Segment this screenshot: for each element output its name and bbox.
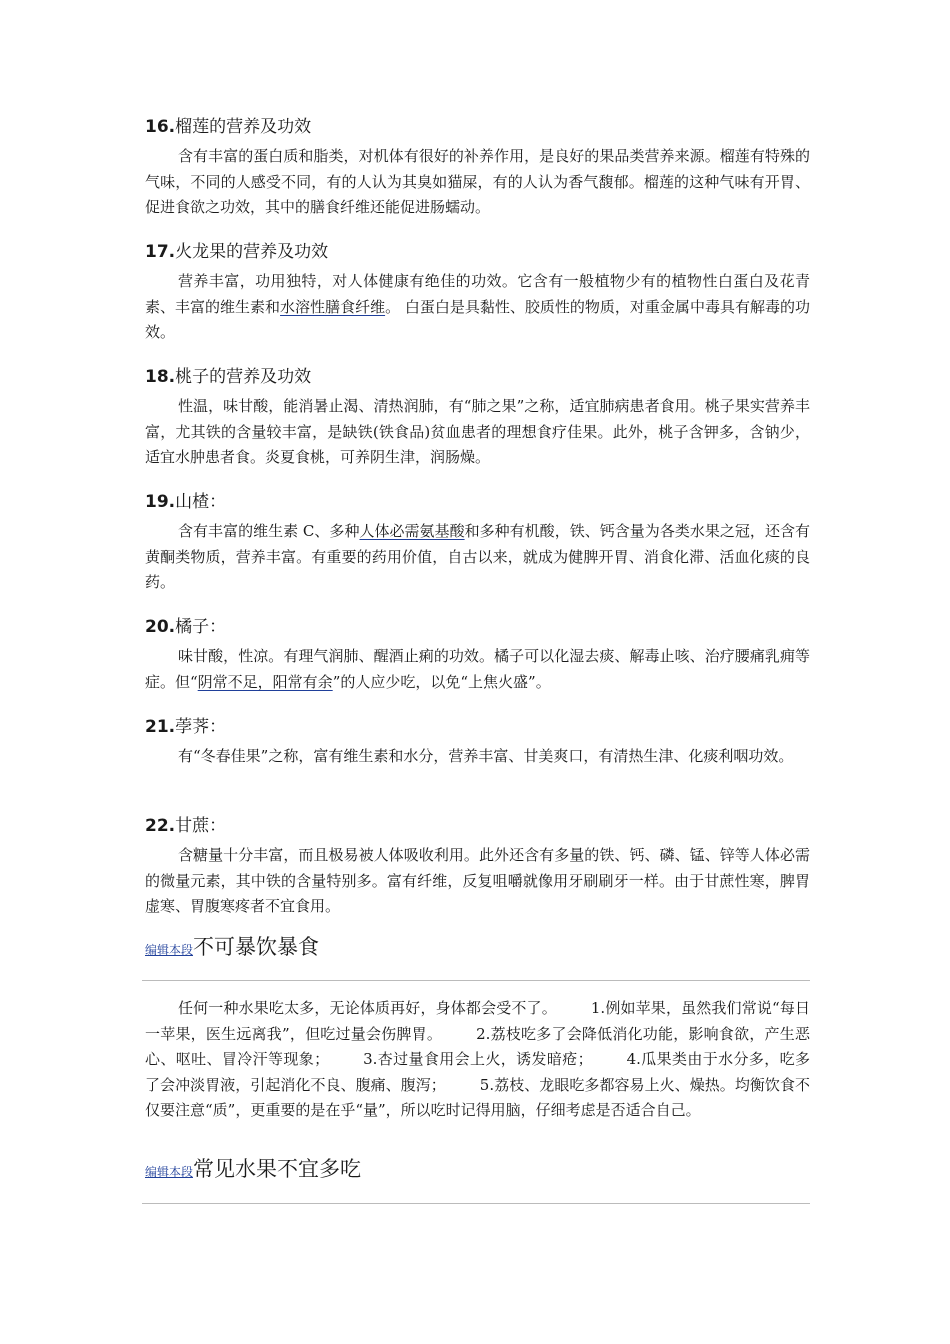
overeat-item: 4.瓜果类由于水分多，吃多了会冲淡胃液，引起消化不良、腹痛、腹泻； <box>145 1050 810 1094</box>
overeat-title: 不可暴饮暴食 <box>193 935 320 959</box>
paragraph-text: 和多种有机酸，铁、钙含量为各类水果之冠，还含有黄酮类物质，营养丰富。有重要的药用价值，自古以来，就成为健脾开胃、消食化滞、活血化痰的良药。 <box>145 522 810 591</box>
section-paragraph <box>145 269 810 346</box>
paragraph-text: 味甘酸，性凉。有理气润肺、醒酒止痢的功效。橘子可以化湿去痰、解毒止咳、治疗腰痛乳痈等症。但“ <box>145 647 810 691</box>
section-durian <box>145 116 810 221</box>
section-paragraph: 含糖量十分丰富，而且极易被人体吸收利用。此外还含有多量的铁、钙、磷、锰、锌等人体必需的微量元素，其中铁的含量特别多。富有纤维，反复咀嚼就像用牙刷刷牙一样。由于甘蔗性寒，脾胃虚寒、胃腹寒疼者不宜食用。 <box>145 846 810 915</box>
section-title: 榴莲的营养及功效 <box>175 117 312 137</box>
section-number: 22. <box>145 816 176 836</box>
overeat-item: 2.荔枝吃多了会降低消化功能，影响食欲，产生恶心、呕吐、冒冷汗等现象； <box>145 1024 810 1068</box>
section-hawthorn <box>145 491 810 596</box>
section-heading <box>145 815 810 837</box>
overeat-item: 3.杏过量食用会上火，诱发暗疮； <box>363 1050 593 1068</box>
section-heading <box>145 616 810 638</box>
section-number: 18. <box>145 367 176 387</box>
section-number: 16. <box>145 117 176 137</box>
paragraph-text: 。 白蛋白是具黏性、胶质性的物质，对重金属中毒具有解毒的功效。 <box>145 297 810 341</box>
section-heading <box>145 241 810 263</box>
section-heading <box>145 491 810 513</box>
section-title: 桃子的营养及功效 <box>175 367 312 387</box>
section-title: 甘蔗： <box>175 816 227 836</box>
section-paragraph <box>145 519 810 596</box>
overeat-item: 1.例如苹果，虽然我们常说“每日一苹果，医生远离我”，但吃过量会伤脾胃。 <box>145 999 810 1043</box>
section-number: 19. <box>145 492 176 512</box>
section-paragraph: 性温，味甘酸，能消暑止渴、清热润肺，有“肺之果”之称，适宜肺病患者食用。桃子果实营养丰富，尤其铁的含量较丰富，是缺铁(铁食品)贫血患者的理想食疗佳果。此外，桃子含钾多，含钠少，适宜水肿患者食。炎夏食桃，可养阴生津，润肠燥。 <box>145 397 810 466</box>
overeat-paragraph <box>145 996 810 1124</box>
paragraph-text: 含有丰富的维生素 C、多种 <box>178 522 360 540</box>
section-heading <box>145 366 810 388</box>
section-sugarcane <box>145 815 810 920</box>
section-heading <box>145 116 810 138</box>
common-fruits-title: 常见水果不宜多吃 <box>193 1157 362 1181</box>
section-title: 橘子： <box>175 617 227 637</box>
paragraph-text: 营养丰富，功用独特，对人体健康有绝佳的功效。它含有一般植物少有的植物性白蛋白及花青素、丰富的维生素和 <box>145 272 810 316</box>
section-divider <box>142 980 810 981</box>
overeat-body <box>145 990 810 1124</box>
paragraph-text: ”的人应少吃，以免“上焦火盛”。 <box>332 672 551 691</box>
section-number: 21. <box>145 717 176 737</box>
essential-amino-acids-link[interactable]: 人体必需氨基酸 <box>359 522 465 540</box>
section-title: 荸荠： <box>175 717 227 737</box>
overeat-heading <box>145 931 810 961</box>
section-divider <box>142 1203 810 1204</box>
section-number: 20. <box>145 617 176 637</box>
yin-yang-link[interactable]: 阴常不足，阳常有余 <box>197 672 333 691</box>
section-water-chestnut <box>145 716 810 770</box>
section-title: 山楂： <box>175 492 227 512</box>
section-number: 17. <box>145 242 176 262</box>
water-soluble-fiber-link[interactable]: 水溶性膳食纤维 <box>280 297 386 316</box>
edit-section-link[interactable]: 编辑本段 <box>145 1165 194 1179</box>
section-title: 火龙果的营养及功效 <box>175 242 329 262</box>
section-paragraph: 含有丰富的蛋白质和脂类，对机体有很好的补养作用，是良好的果品类营养来源。榴莲有特殊的气味，不同的人感受不同，有的人认为其臭如猫屎，有的人认为香气馥郁。榴莲的这种气味有开胃、促进食欲之功效，其中的膳食纤维还能促进肠蠕动。 <box>145 147 810 216</box>
section-peach <box>145 366 810 471</box>
section-dragon-fruit <box>145 241 810 346</box>
overeat-item: 5.荔枝、龙眼吃多都容易上火、燥热。均衡饮食不仅要注意“质”，更重要的是在乎“量”，所以吃时记得用脑，仔细考虑是否适合自己。 <box>145 1075 810 1119</box>
section-paragraph <box>145 644 810 695</box>
edit-section-link[interactable]: 编辑本段 <box>145 943 194 957</box>
section-paragraph: 有“冬春佳果”之称，富有维生素和水分，营养丰富、甘美爽口，有清热生津、化痰利咽功效。 <box>178 747 794 765</box>
section-tangerine <box>145 616 810 695</box>
overeat-intro: 任何一种水果吃太多，无论体质再好，身体都会受不了。 <box>178 999 557 1017</box>
common-fruits-heading <box>145 1153 810 1183</box>
section-heading <box>145 716 810 738</box>
